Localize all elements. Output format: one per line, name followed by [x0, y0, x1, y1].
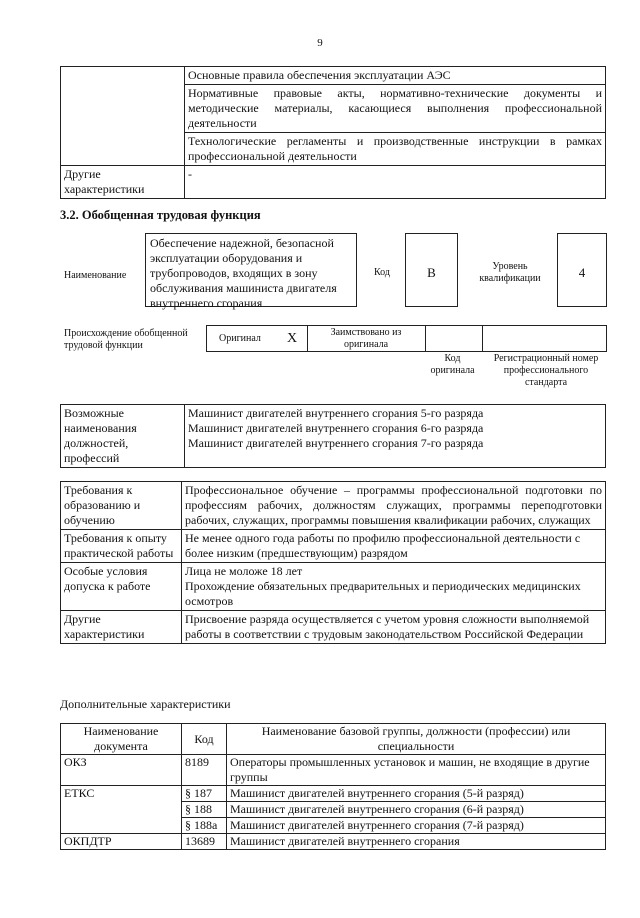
- header-document: Наименование документа: [61, 724, 182, 755]
- table-header-row: [61, 724, 606, 755]
- condition-medical: Прохождение обязательных предварительных и периодических медицинских осмотров: [185, 579, 581, 608]
- knowledge-item: Основные правила обеспечения эксплуатации АЭС: [185, 67, 606, 85]
- borrowed-label: Заимствовано из оригинала: [330, 327, 402, 350]
- education-label: Требования к образованию и обучению: [61, 482, 182, 530]
- knowledge-table: [60, 66, 606, 199]
- code-etks: § 187: [182, 786, 227, 802]
- original-label: Оригинал: [219, 333, 261, 344]
- doc-okz: ОКЗ: [61, 755, 182, 786]
- name-etks: Машинист двигателей внутреннего сгорания (5-й разряд): [227, 786, 606, 802]
- page-number: 9: [317, 37, 323, 49]
- code-okz: 8189: [182, 755, 227, 786]
- condition-age: Лица не моложе 18 лет: [185, 564, 303, 578]
- table-row: [61, 563, 606, 611]
- table-row: [61, 611, 606, 644]
- origin-label: Происхождение обобщенной трудовой функции: [64, 328, 188, 351]
- doc-etks: ЕТКС: [61, 786, 182, 834]
- name-okz: Операторы промышленных установок и машин, не входящие в другие группы: [227, 755, 606, 786]
- positions-table: [60, 404, 606, 468]
- special-conditions-label: Особые условия допуска к работе: [61, 563, 182, 611]
- extra-table: [60, 723, 606, 850]
- header-code: Код: [182, 724, 227, 755]
- function-name-box: Обеспечение надежной, безопасной эксплуатации оборудования и трубопроводов, входящих в зону обслуживания машиниста двигателя внутреннего сгорания: [145, 233, 357, 307]
- table-row: [61, 834, 606, 850]
- other-label: Другие характеристики: [61, 611, 182, 644]
- table-row: [61, 755, 606, 786]
- section-title: 3.2. Обобщенная трудовая функция: [60, 208, 261, 222]
- reg-number-caption: Регистрационный номер профессионального стандарта: [493, 353, 599, 388]
- table-row: [61, 530, 606, 563]
- knowledge-item: Технологические регламенты и производственные инструкции в рамках профессиональной деятельности: [185, 133, 606, 166]
- divider: [307, 326, 308, 351]
- extra-title: Дополнительные характеристики: [60, 697, 231, 711]
- experience-label: Требования к опыту практической работы: [61, 530, 182, 563]
- level-box: 4: [557, 233, 607, 307]
- name-etks: Машинист двигателей внутреннего сгорания (6-й разряд): [227, 802, 606, 818]
- requirements-table: [60, 481, 606, 644]
- education-value: Профессиональное обучение – программы профессиональной подготовки по профессиям рабочих, должностям служащих, программы переподготовки рабочих, служащих, программы повышения квалификации рабочих, служащих: [182, 482, 606, 530]
- code-okpdtr: 13689: [182, 834, 227, 850]
- name-label: Наименование: [64, 270, 127, 281]
- header-name: Наименование базовой группы, должности (профессии) или специальности: [227, 724, 606, 755]
- code-etks: § 188а: [182, 818, 227, 834]
- origin-table: [206, 325, 607, 352]
- table-row: [61, 786, 606, 802]
- code-label: Код: [374, 267, 390, 278]
- level-label: Уровень квалификации: [479, 261, 541, 284]
- divider: [425, 326, 426, 351]
- table-row: [61, 482, 606, 530]
- table-row: [61, 67, 606, 85]
- table-row: [61, 405, 606, 468]
- original-mark: X: [287, 331, 298, 346]
- code-original-caption: Код оригинала: [430, 353, 475, 376]
- doc-okpdtr: ОКПДТР: [61, 834, 182, 850]
- name-okpdtr: Машинист двигателей внутреннего сгорания: [227, 834, 606, 850]
- special-conditions-value: [182, 563, 606, 611]
- function-code-box: B: [405, 233, 458, 307]
- empty-cell: [61, 67, 185, 166]
- list-item: Машинист двигателей внутреннего сгорания 7-го разряда: [188, 436, 484, 450]
- name-etks: Машинист двигателей внутреннего сгорания (7-й разряд): [227, 818, 606, 834]
- positions-list: [185, 405, 606, 468]
- list-item: Машинист двигателей внутреннего сгорания 5-го разряда: [188, 406, 484, 420]
- other-characteristics-value: -: [185, 166, 606, 199]
- other-characteristics-label: Другие характеристики: [61, 166, 185, 199]
- knowledge-item: Нормативные правовые акты, нормативно-технические документы и методические материалы, касающиеся выполнения профессиональной деятельности: [185, 85, 606, 133]
- experience-value: Не менее одного года работы по профилю профессиональной деятельности с более низким (предшествующим) разрядом: [182, 530, 606, 563]
- code-etks: § 188: [182, 802, 227, 818]
- list-item: Машинист двигателей внутреннего сгорания 6-го разряда: [188, 421, 484, 435]
- table-row: [61, 166, 606, 199]
- divider: [482, 326, 483, 351]
- positions-label: Возможные наименования должностей, профессий: [61, 405, 185, 468]
- other-value: Присвоение разряда осуществляется с учетом уровня сложности выполняемой работы в соответствии с трудовым законодательством Российской Федерации: [182, 611, 606, 644]
